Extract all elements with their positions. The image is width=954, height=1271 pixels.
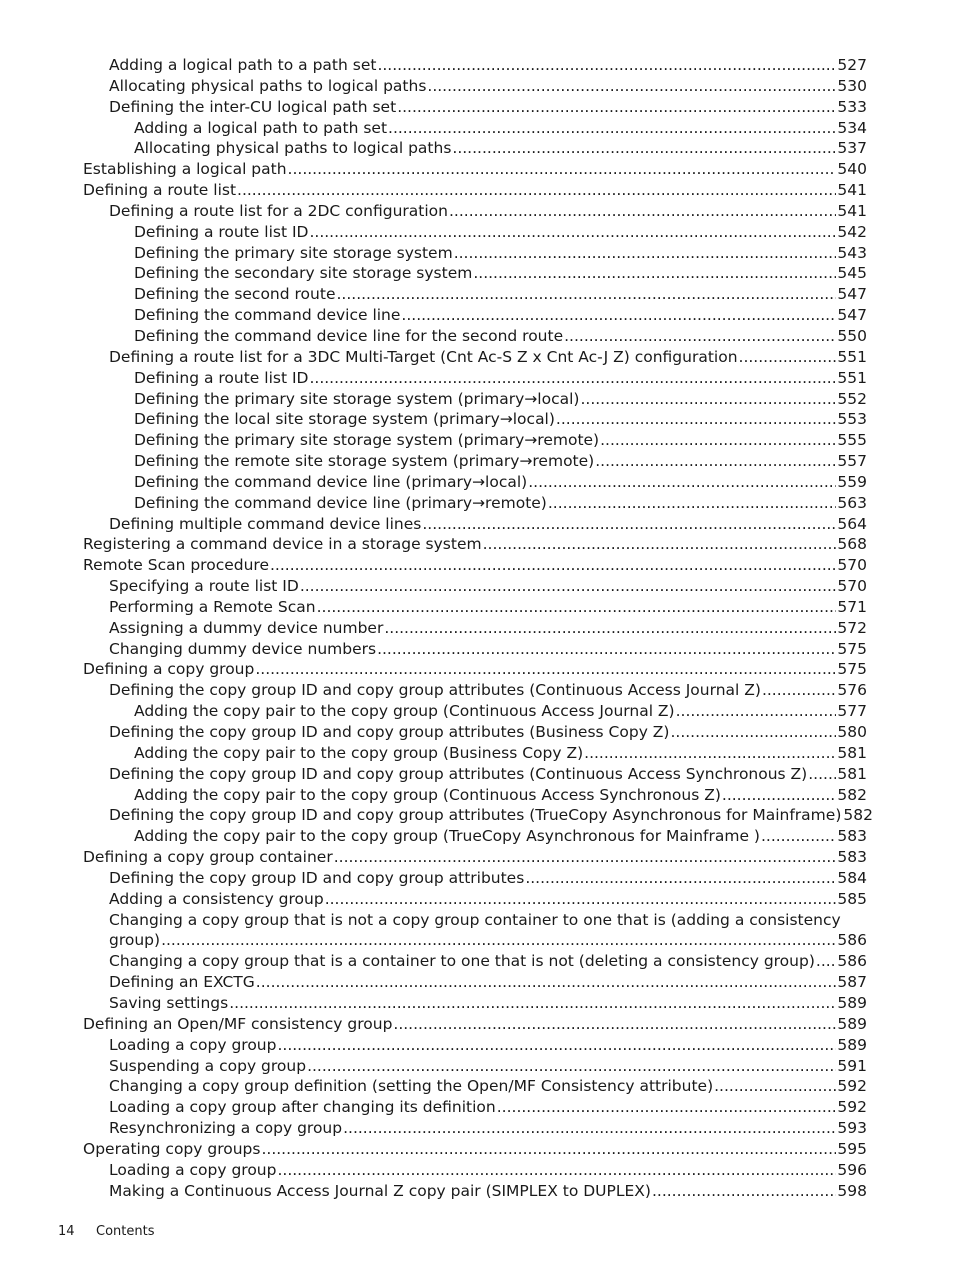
toc-entry-page-number: 563 xyxy=(837,493,867,512)
toc-entry-title: Defining a copy group xyxy=(83,660,255,679)
toc-entry[interactable] xyxy=(0,347,954,368)
footer-page-number: 14 xyxy=(58,1224,75,1239)
dot-leader xyxy=(255,659,836,680)
toc-entry-page-number: 589 xyxy=(837,1014,867,1033)
toc-entry[interactable] xyxy=(0,1056,954,1077)
dot-leader xyxy=(334,847,837,868)
toc-entry[interactable] xyxy=(0,1139,954,1160)
dot-leader xyxy=(473,263,836,284)
dot-leader xyxy=(497,1097,837,1118)
toc-entry-title: Defining a route list for a 2DC configuration xyxy=(109,201,448,220)
toc-entry[interactable] xyxy=(0,222,954,243)
toc-entry-title: Defining the copy group ID and copy group attributes xyxy=(109,868,525,887)
toc-entry[interactable] xyxy=(0,284,954,305)
dot-leader xyxy=(548,493,837,514)
dot-leader xyxy=(388,118,836,139)
toc-entry[interactable] xyxy=(0,118,954,139)
table-of-contents xyxy=(0,55,954,1201)
dot-leader xyxy=(580,389,836,410)
toc-entry-title: Defining an Open/MF consistency group xyxy=(83,1014,393,1033)
toc-entry-title: Adding the copy pair to the copy group (TrueCopy Asynchronous for Mainframe ) xyxy=(134,827,760,846)
dot-leader xyxy=(325,889,837,910)
toc-entry-page-number: 527 xyxy=(837,56,867,74)
toc-entry-title: Loading a copy group xyxy=(109,1160,277,1179)
toc-entry-title: Defining the remote site storage system (primary→remote) xyxy=(134,452,595,471)
toc-entry[interactable] xyxy=(0,639,954,660)
toc-entry[interactable] xyxy=(0,368,954,389)
dot-leader xyxy=(401,305,836,326)
toc-entry-title: Defining an EXCTG xyxy=(109,973,255,992)
dot-leader xyxy=(556,409,836,430)
toc-entry-title: Saving settings xyxy=(109,993,229,1012)
dot-leader xyxy=(277,1035,836,1056)
toc-entry-page-number: 583 xyxy=(837,848,867,867)
dot-leader xyxy=(377,55,836,76)
toc-entry-page-number: 552 xyxy=(837,389,867,408)
toc-entry-title: Defining the copy group ID and copy group attributes (TrueCopy Asynchronous for Mainframe) xyxy=(109,806,842,825)
dot-leader xyxy=(277,1160,836,1181)
toc-entry-page-number: 575 xyxy=(837,639,867,658)
toc-entry[interactable] xyxy=(0,889,954,910)
toc-entry[interactable] xyxy=(0,138,954,159)
toc-entry-page-number: 537 xyxy=(837,139,867,158)
dot-leader xyxy=(454,243,837,264)
toc-entry-page-number: 551 xyxy=(837,368,867,387)
toc-entry-page-number: 545 xyxy=(837,264,867,283)
toc-entry-title: Defining the primary site storage system (primary→remote) xyxy=(134,431,600,450)
toc-entry-page-number: 582 xyxy=(837,785,867,804)
toc-entry-title: Defining a route list xyxy=(83,181,237,200)
toc-entry[interactable] xyxy=(0,785,954,806)
dot-leader xyxy=(595,451,836,472)
dot-leader xyxy=(722,785,837,806)
toc-entry[interactable] xyxy=(0,430,954,451)
toc-entry-title: Loading a copy group xyxy=(109,1035,277,1054)
toc-entry-page-number: 581 xyxy=(837,764,867,783)
toc-entry-page-number: 582 xyxy=(843,806,873,825)
dot-leader xyxy=(762,680,836,701)
toc-entry-title: Resynchronizing a copy group xyxy=(109,1119,343,1138)
toc-entry[interactable] xyxy=(0,1076,954,1097)
toc-entry-title: Changing a copy group that is not a copy group container to one that is (adding a consistency xyxy=(109,910,841,929)
dot-leader xyxy=(427,76,836,97)
toc-entry[interactable] xyxy=(0,722,954,743)
dot-leader xyxy=(393,1014,836,1035)
dot-leader xyxy=(564,326,836,347)
toc-entry-page-number: 589 xyxy=(837,993,867,1012)
dot-leader xyxy=(377,639,836,660)
toc-entry-page-number: 542 xyxy=(837,222,867,241)
toc-entry[interactable] xyxy=(0,576,954,597)
toc-entry-page-number: 557 xyxy=(837,452,867,471)
dot-leader xyxy=(739,347,837,368)
toc-entry-page-number: 564 xyxy=(837,514,867,533)
toc-entry-title: Defining a route list for a 3DC Multi-Target (Cnt Ac-S Z x Cnt Ac-J Z) configuration xyxy=(109,347,738,366)
toc-entry-page-number: 559 xyxy=(837,472,867,491)
toc-entry-title: Registering a command device in a storage system xyxy=(83,535,482,554)
toc-entry[interactable] xyxy=(0,263,954,284)
toc-entry[interactable] xyxy=(0,743,954,764)
toc-entry-title-continuation: group) xyxy=(109,931,161,950)
toc-entry-title: Changing a copy group that is a container to one that is not (deleting a consistency group) xyxy=(109,952,815,971)
dot-leader xyxy=(483,534,837,555)
dot-leader xyxy=(237,180,836,201)
toc-entry[interactable] xyxy=(0,659,954,680)
toc-entry[interactable] xyxy=(0,680,954,701)
toc-entry-title: Changing a copy group definition (setting the Open/MF Consistency attribute) xyxy=(109,1077,714,1096)
toc-entry[interactable] xyxy=(0,951,954,972)
toc-entry[interactable] xyxy=(0,159,954,180)
toc-entry[interactable] xyxy=(0,1181,954,1202)
toc-entry-title: Making a Continuous Access Journal Z copy pair (SIMPLEX to DUPLEX) xyxy=(109,1181,651,1200)
footer-section-label: Contents xyxy=(96,1224,155,1239)
toc-entry-title: Defining the inter-CU logical path set xyxy=(109,97,397,116)
dot-leader xyxy=(714,1076,836,1097)
toc-entry-title: Adding the copy pair to the copy group (Business Copy Z) xyxy=(134,743,584,762)
toc-entry[interactable] xyxy=(0,993,954,1014)
toc-entry-page-number: 572 xyxy=(837,618,867,637)
toc-entry-page-number: 586 xyxy=(837,931,867,950)
dot-leader xyxy=(343,1118,836,1139)
toc-entry-title: Specifying a route list ID xyxy=(109,577,299,596)
dot-leader xyxy=(600,430,836,451)
dot-leader xyxy=(261,1139,836,1160)
dot-leader xyxy=(670,722,836,743)
toc-entry-title: Allocating physical paths to logical paths xyxy=(134,139,452,158)
toc-entry-page-number: 543 xyxy=(837,243,867,262)
toc-entry[interactable] xyxy=(0,701,954,722)
toc-entry[interactable] xyxy=(0,764,954,785)
dot-leader xyxy=(336,284,836,305)
toc-entry-page-number: 551 xyxy=(837,347,867,366)
toc-entry-title: Defining the second route xyxy=(134,285,336,304)
toc-entry-page-number: 592 xyxy=(837,1098,867,1117)
toc-entry-page-number: 530 xyxy=(837,76,867,95)
toc-entry-title: Defining a copy group container xyxy=(83,848,333,867)
toc-entry-page-number: 555 xyxy=(837,431,867,450)
toc-entry-page-number: 584 xyxy=(837,868,867,887)
toc-entry[interactable] xyxy=(0,201,954,222)
dot-leader xyxy=(422,514,836,535)
toc-entry[interactable] xyxy=(0,1014,954,1035)
toc-entry[interactable] xyxy=(0,826,954,847)
toc-entry-page-number: 575 xyxy=(837,660,867,679)
toc-entry-page-number: 547 xyxy=(837,285,867,304)
dot-leader xyxy=(317,597,837,618)
toc-entry-page-number: 596 xyxy=(837,1160,867,1179)
toc-entry-page-number: 595 xyxy=(837,1139,867,1158)
dot-leader xyxy=(256,972,837,993)
toc-entry-page-number: 534 xyxy=(837,118,867,137)
toc-entry-title: Defining the copy group ID and copy group attributes (Continuous Access Synchronous Z) xyxy=(109,764,808,783)
dot-leader xyxy=(229,993,836,1014)
dot-leader xyxy=(528,472,836,493)
toc-entry-title: Defining the primary site storage system xyxy=(134,243,453,262)
toc-entry[interactable] xyxy=(0,97,954,118)
dot-leader xyxy=(584,743,836,764)
toc-entry-title: Changing dummy device numbers xyxy=(109,639,377,658)
toc-entry-page-number: 592 xyxy=(837,1077,867,1096)
toc-entry[interactable] xyxy=(0,493,954,514)
toc-entry-page-number: 583 xyxy=(837,827,867,846)
toc-entry[interactable] xyxy=(0,847,954,868)
toc-entry[interactable] xyxy=(0,1035,954,1056)
toc-entry[interactable] xyxy=(0,868,954,889)
toc-entry-page-number: 598 xyxy=(837,1181,867,1200)
toc-entry[interactable] xyxy=(0,805,954,826)
toc-entry-page-number: 576 xyxy=(837,681,867,700)
toc-entry[interactable] xyxy=(0,243,954,264)
toc-entry-page-number: 547 xyxy=(837,306,867,325)
toc-entry[interactable] xyxy=(0,1160,954,1181)
toc-entry-page-number: 586 xyxy=(837,952,867,971)
toc-entry[interactable] xyxy=(0,597,954,618)
dot-leader xyxy=(816,951,837,972)
toc-entry-page-number: 591 xyxy=(837,1056,867,1075)
toc-entry[interactable] xyxy=(0,1097,954,1118)
toc-entry[interactable] xyxy=(0,472,954,493)
toc-entry-title: Establishing a logical path xyxy=(83,160,287,179)
toc-entry[interactable] xyxy=(0,514,954,535)
toc-entry[interactable] xyxy=(0,326,954,347)
toc-entry-title: Suspending a copy group xyxy=(109,1056,307,1075)
dot-leader xyxy=(525,868,836,889)
toc-entry-title: Defining a route list ID xyxy=(134,368,309,387)
dot-leader xyxy=(452,138,836,159)
toc-entry[interactable] xyxy=(0,1118,954,1139)
dot-leader xyxy=(270,555,836,576)
dot-leader xyxy=(808,764,836,785)
toc-entry-title: Performing a Remote Scan xyxy=(109,597,316,616)
dot-leader xyxy=(397,97,836,118)
toc-entry-title: Adding a logical path to path set xyxy=(134,118,388,137)
toc-entry-title: Adding the copy pair to the copy group (Continuous Access Synchronous Z) xyxy=(134,785,721,804)
toc-entry-title: Operating copy groups xyxy=(83,1139,261,1158)
toc-entry-title: Defining the secondary site storage system xyxy=(134,264,473,283)
toc-entry-title: Defining the local site storage system (primary→local) xyxy=(134,410,555,429)
toc-entry[interactable] xyxy=(0,972,954,993)
dot-leader xyxy=(309,368,836,389)
toc-entry-title: Defining the command device line for the second route xyxy=(134,326,564,345)
toc-entry-title: Loading a copy group after changing its definition xyxy=(109,1098,496,1117)
dot-leader xyxy=(288,159,837,180)
dot-leader xyxy=(449,201,836,222)
toc-entry-page-number: 541 xyxy=(837,181,867,200)
toc-entry-title: Adding the copy pair to the copy group (Continuous Access Journal Z) xyxy=(134,702,675,721)
toc-entry-page-number: 570 xyxy=(837,577,867,596)
dot-leader xyxy=(761,826,836,847)
toc-entry-page-number: 589 xyxy=(837,1035,867,1054)
dot-leader xyxy=(652,1181,836,1202)
dot-leader xyxy=(161,930,836,951)
dot-leader xyxy=(309,222,836,243)
toc-entry-page-number: 581 xyxy=(837,743,867,762)
toc-entry-title: Allocating physical paths to logical paths xyxy=(109,76,427,95)
dot-leader xyxy=(307,1056,836,1077)
toc-entry-title: Remote Scan procedure xyxy=(83,556,269,575)
toc-entry-title: Defining the copy group ID and copy group attributes (Continuous Access Journal Z) xyxy=(109,681,761,700)
toc-entry[interactable] xyxy=(0,618,954,639)
toc-entry-title: Defining a route list ID xyxy=(134,222,309,241)
toc-entry-page-number: 568 xyxy=(837,535,867,554)
toc-entry-page-number: 587 xyxy=(837,973,867,992)
toc-entry-title: Assigning a dummy device number xyxy=(109,618,384,637)
toc-entry-page-number: 540 xyxy=(837,160,867,179)
toc-entry-title: Defining the primary site storage system (primary→local) xyxy=(134,389,580,408)
toc-entry[interactable] xyxy=(0,555,954,576)
toc-entry-line[interactable] xyxy=(0,910,954,931)
toc-entry[interactable] xyxy=(0,180,954,201)
dot-leader xyxy=(300,576,837,597)
toc-entry[interactable] xyxy=(0,930,954,951)
toc-entry-page-number: 580 xyxy=(837,723,867,741)
toc-entry-page-number: 541 xyxy=(837,201,867,220)
toc-entry-title: Defining the command device line xyxy=(134,306,401,325)
toc-entry-title: Defining the copy group ID and copy group attributes (Business Copy Z) xyxy=(109,723,670,741)
toc-entry[interactable] xyxy=(0,305,954,326)
toc-entry-title: Defining multiple command device lines xyxy=(109,514,422,533)
toc-entry-page-number: 533 xyxy=(837,97,867,116)
toc-entry-page-number: 553 xyxy=(837,410,867,429)
toc-entry-page-number: 593 xyxy=(837,1119,867,1138)
dot-leader xyxy=(676,701,837,722)
toc-entry-page-number: 577 xyxy=(837,702,867,721)
page-footer xyxy=(58,1223,154,1241)
toc-entry-page-number: 571 xyxy=(837,597,867,616)
toc-entry-page-number: 585 xyxy=(837,889,867,908)
toc-entry[interactable] xyxy=(0,451,954,472)
toc-entry-title: Defining the command device line (primary→local) xyxy=(134,472,528,491)
toc-entry[interactable] xyxy=(0,534,954,555)
toc-entry[interactable] xyxy=(0,76,954,97)
dot-leader xyxy=(384,618,836,639)
toc-entry-title: Adding a consistency group xyxy=(109,889,324,908)
toc-entry-page-number: 570 xyxy=(837,556,867,575)
toc-entry-title: Defining the command device line (primary→remote) xyxy=(134,493,547,512)
toc-entry[interactable] xyxy=(0,409,954,430)
toc-entry[interactable] xyxy=(0,55,954,76)
toc-entry-page-number: 550 xyxy=(837,326,867,345)
toc-entry-title: Adding a logical path to a path set xyxy=(109,56,377,74)
toc-entry[interactable] xyxy=(0,389,954,410)
